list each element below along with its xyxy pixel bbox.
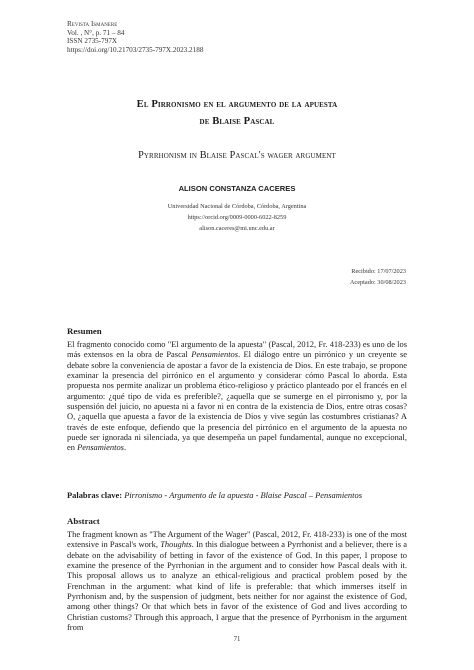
- author-email[interactable]: alison.caceres@mi.unc.edu.ar: [199, 225, 275, 232]
- keywords-label: Palabras clave:: [67, 490, 123, 500]
- keywords-text: Pirronismo - Argumento de la apuesta - Blaise Pascal – Pensamientos: [124, 490, 362, 500]
- title-spanish: [40, 96, 434, 130]
- title-spanish-line-2: de Blaise Pascal: [199, 116, 275, 127]
- title-spanish-line-1: El Pirronismo en el argumento de la apuesta: [136, 99, 338, 110]
- abstract-work-title: Thoughts: [160, 539, 192, 550]
- resumen-heading: Resumen: [67, 326, 102, 336]
- resumen-text-3: .: [123, 442, 127, 453]
- author-orcid[interactable]: https://orcid.org/0009-0000-6022-8259: [187, 214, 287, 221]
- author-name: ALISON CONSTANZA CACERES: [178, 184, 296, 193]
- accepted-date: Aceptado: 30/08/2023: [349, 279, 406, 286]
- resumen-text-1: El fragmento conocido como "El argumento de la apuesta" (Pascal, 2012, Fr. 418-233) es uno de los más extensos en la obra de Pascal: [67, 339, 407, 360]
- journal-header: [67, 20, 203, 54]
- keywords-line: [67, 490, 412, 500]
- journal-doi[interactable]: https://doi.org/10.21703/2735-797X.2023.2188: [67, 45, 204, 54]
- journal-name: Revista Ismanere: [67, 20, 118, 28]
- abstract-text-2: . In this dialogue between a Pyrrhonist and a believer, there is a debate on the advisability of betting in favor of the existence of God. In this paper, I propose to examine the presence of the Pyrrhonian in the argument and to consider how Pascal deals with it. This proposal allows us to analyze an ethical-religious and practical problem posed by the Frenchman in the argument: what kind of life is preferable: that which immerses itself in Pyrrhonism and, by the suspension of judgment, bets neither for nor against the existence of God, among other things? Or that which bets in favor of the existence of God and lives according to Christian customs? Through this approach, I argue that the presence of Pyrrhonism in the argument from: [67, 539, 407, 633]
- resumen-work-title: Pensamientos: [191, 349, 239, 360]
- journal-volume: Vol. , N°, p. 71 – 84: [67, 28, 125, 37]
- title-english: Pyrrhonism in Blaise Pascal's wager argument: [138, 150, 336, 161]
- author-affiliation: Universidad Nacional de Córdoba, Córdoba, Argentina: [167, 203, 307, 210]
- abstract-paragraph: [67, 529, 407, 632]
- abstract-heading: Abstract: [67, 516, 100, 526]
- page-number: 71: [233, 636, 241, 643]
- resumen-text-2: . El diálogo entre un pirrónico y un creyente se debate sobre la conveniencia de apostar a favor de la existencia de Dios. En este trabajo, se propone examinar la presencia del pirrónico en el argumento y considerar cómo Pascal lo aborda. Esta propuesta nos permite analizar un problema ético-religioso y práctico planteado por el francés en el argumento: ¿qué tipo de vida es preferible?, ¿aquella que se sumerge en el pirronismo y, por la suspensión del juicio, no apuesta ni a favor ni en contra de la existencia de Dios, entre otras cosas? O, ¿aquella que apuesta a favor de la existencia de Dios y vive según las costumbres cristianas? A través de este enfoque, defiendo que la presencia del pirrónico en el argumento de la apuesta no puede ser ignorada ni silenciada, ya que desempeña un papel fundamental, aunque no excepcional, en: [67, 349, 407, 453]
- journal-issn: ISSN 2735-797X: [67, 37, 118, 46]
- resumen-paragraph: [67, 339, 407, 453]
- received-date: Recibido: 17/07/2023: [351, 268, 406, 275]
- abstract-text-1: The fragment known as "The Argument of the Wager" (Pascal, 2012, Fr. 418-233) is one of the most extensive in Pascal's work,: [67, 529, 407, 550]
- resumen-work-title-2: Pensamientos: [77, 442, 124, 453]
